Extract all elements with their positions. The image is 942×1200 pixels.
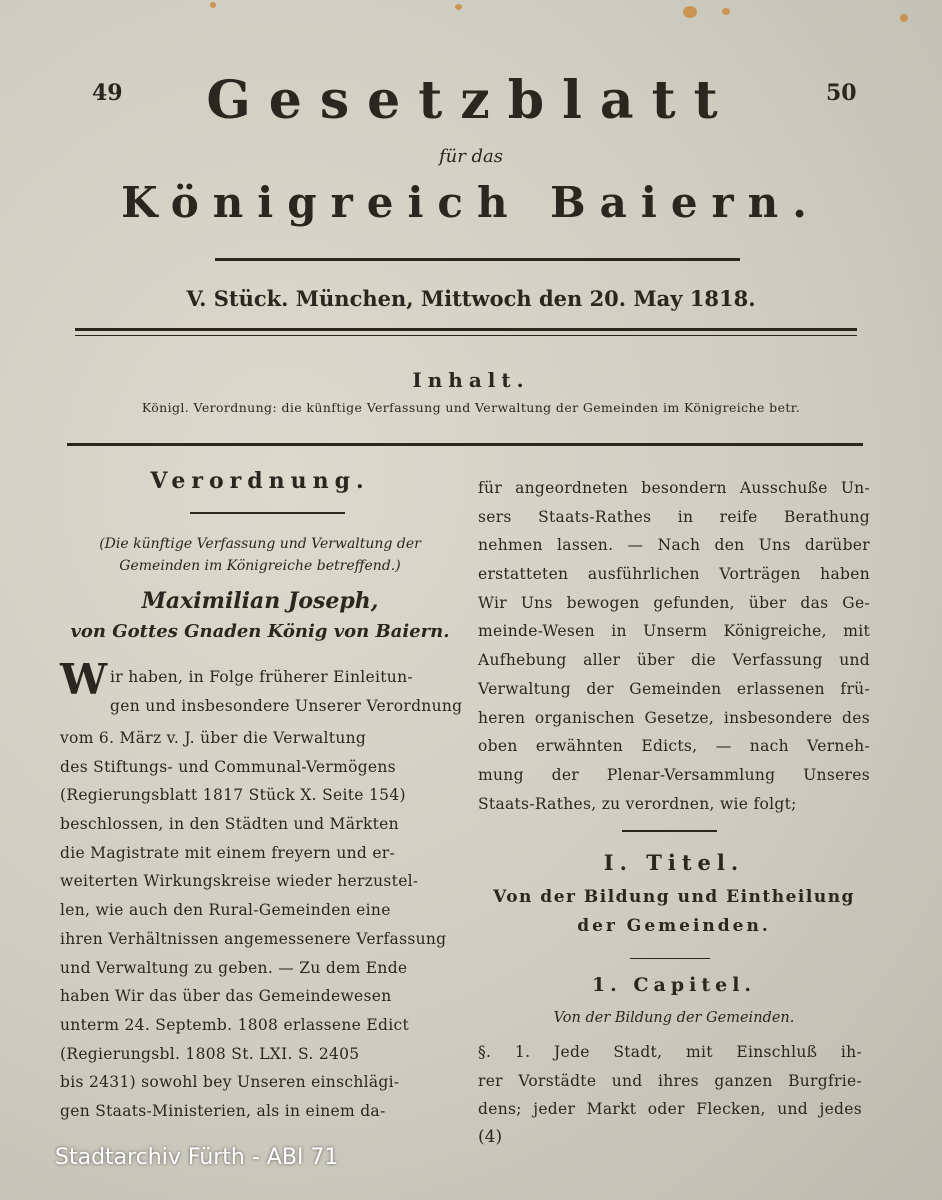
body-line: des Stiftungs- und Communal-Vermögens [60, 757, 396, 776]
contents-heading: Inhalt. [412, 368, 530, 392]
contents-text: Königl. Verordnung: die künftige Verfassung und Verwaltung der Gemeinden im Königreiche betr. [141, 400, 801, 415]
chapter-subheading: Von der Bildung der Gemeinden. [553, 1010, 795, 1026]
body-line: gen Staats-Ministerien, als in einem da- [60, 1101, 386, 1120]
signature-mark: (4) [478, 1127, 503, 1147]
title-heading: I. Titel. [603, 850, 745, 875]
paper-stain [683, 6, 697, 18]
body-line: meinde-Wesen in Unserm Königreiche, mit [478, 622, 870, 641]
left-column-text [60, 724, 452, 1126]
right-column-text [478, 474, 870, 818]
body-line: oben erwähnten Edicts, — nach Verneh- [478, 737, 870, 756]
ordinance-subtitle-2: Gemeinden im Königreiche betreffend.) [119, 558, 401, 574]
body-line: unterm 24. Septemb. 1808 erlassene Edict [60, 1015, 409, 1034]
body-line: ihren Verhältnissen angemessenere Verfassung [60, 929, 447, 948]
paper-stain [900, 14, 908, 22]
paper-stain [455, 4, 462, 10]
body-line: bis 2431) sowohl bey Unseren einschlägi- [60, 1073, 400, 1092]
archive-credit: Stadtarchiv Fürth - ABI 71 [55, 1145, 339, 1170]
body-line: erstatteten ausführlichen Vorträgen haben [478, 565, 870, 584]
body-line: gen und insbesondere Unserer Verordnung [110, 697, 463, 715]
body-line: mung der Plenar-Versammlung Unseres [478, 765, 870, 784]
body-line: die Magistrate mit einem freyern und er- [60, 843, 396, 862]
body-line: len, wie auch den Rural-Gemeinden eine [60, 901, 391, 920]
masthead-title: Gesetzblatt [206, 70, 736, 131]
body-line: Staats-Rathes, zu verordnen, wie folgt; [478, 794, 797, 813]
body-line: Wir Uns bewogen gefunden, über das Ge- [478, 593, 870, 612]
body-line: (Regierungsbl. 1808 St. LXI. S. 2405 [60, 1044, 360, 1063]
masthead-connector: für das [438, 146, 504, 167]
ordinance-subtitle-1: (Die künftige Verfassung und Verwaltung der [99, 536, 421, 552]
page-number-right: 50 [826, 80, 857, 106]
masthead-rule [215, 258, 740, 261]
double-rule-bottom [75, 335, 857, 336]
ordinance-heading: Verordnung. [150, 468, 370, 494]
contents-rule [67, 443, 863, 446]
body-line: dens; jeder Markt oder Flecken, und jedes [478, 1100, 862, 1119]
double-rule-top [75, 328, 857, 331]
body-line: ir haben, in Folge früherer Einleitun- [110, 668, 413, 686]
ordinance-rule [190, 512, 345, 514]
body-line: heren organischen Gesetze, insbesondere des [478, 708, 870, 727]
body-line: Verwaltung der Gemeinden erlassenen frü- [478, 679, 870, 698]
body-line: weiterten Wirkungskreise wieder herzustel- [60, 872, 419, 891]
paragraph-text [478, 1038, 862, 1124]
page-number-left: 49 [92, 80, 123, 106]
body-line: beschlossen, in den Städten und Märkten [60, 815, 399, 834]
issue-line: V. Stück. München, Mittwoch den 20. May 1818. [186, 286, 756, 311]
title-subheading-2: der Gemeinden. [577, 916, 771, 936]
drop-cap: W [60, 655, 108, 704]
body-line: §. 1. Jede Stadt, mit Einschluß ih- [478, 1043, 862, 1061]
body-line: nehmen lassen. — Nach den Uns darüber [478, 536, 870, 555]
monarch-title: von Gottes Gnaden König von Baiern. [70, 621, 450, 642]
body-line: für angeordneten besondern Ausschuße Un- [478, 479, 870, 497]
body-line: vom 6. März v. J. über die Verwaltung [60, 729, 367, 747]
body-line: Aufhebung aller über die Verfassung und [478, 651, 870, 670]
monarch-name: Maximilian Joseph, [141, 588, 379, 614]
title-subheading-1: Von der Bildung und Eintheilung [493, 887, 855, 907]
paper-stain [210, 2, 216, 8]
masthead-kingdom: Königreich Baiern. [121, 178, 821, 227]
section-rule [622, 830, 717, 832]
chapter-heading: 1. Capitel. [591, 974, 757, 996]
body-line: haben Wir das über das Gemeindewesen [60, 987, 392, 1006]
chapter-rule [630, 958, 710, 959]
paper-stain [722, 8, 730, 15]
body-line: (Regierungsblatt 1817 Stück X. Seite 154) [60, 786, 406, 805]
body-line: rer Vorstädte und ihres ganzen Burgfrie- [478, 1071, 862, 1090]
body-line: und Verwaltung zu geben. — Zu dem Ende [60, 958, 408, 977]
body-line: sers Staats-Rathes in reife Berathung [478, 507, 870, 526]
